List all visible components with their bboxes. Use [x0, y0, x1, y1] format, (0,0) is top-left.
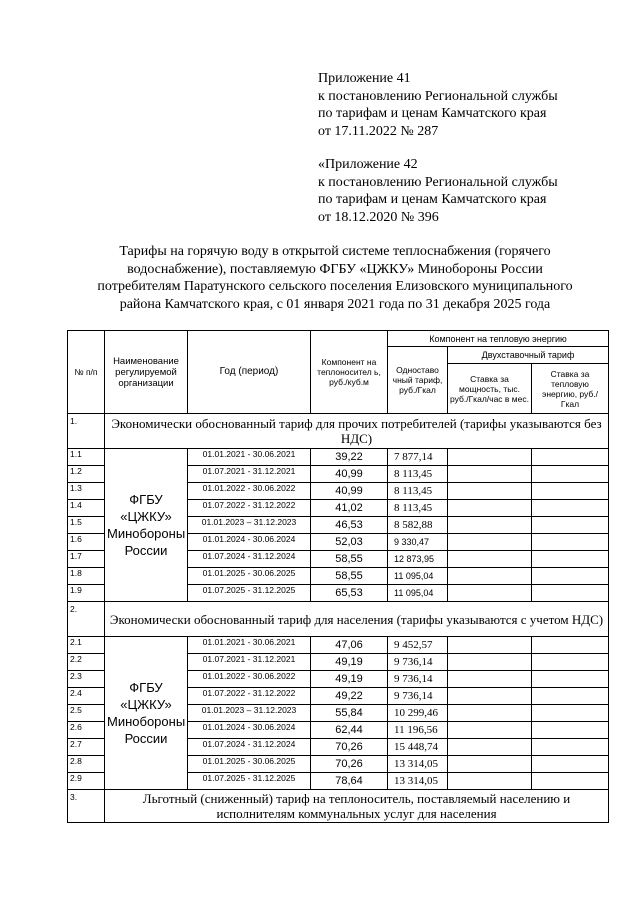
capacity-rate-value — [448, 671, 532, 688]
carrier-value: 47,06 — [311, 637, 388, 654]
energy-rate-value — [532, 500, 609, 517]
energy-rate-value — [532, 517, 609, 534]
period-cell: 01.01.2022 - 30.06.2022 — [188, 671, 311, 688]
single-rate-value: 9 330,47 — [388, 534, 448, 551]
capacity-rate-value — [448, 500, 532, 517]
carrier-value: 52,03 — [311, 534, 388, 551]
period-cell: 01.07.2024 - 31.12.2024 — [188, 551, 311, 568]
section-title-row — [68, 602, 609, 637]
single-rate-value: 11 095,04 — [388, 585, 448, 602]
capacity-rate-value — [448, 773, 532, 790]
period-cell: 01.01.2025 - 30.06.2025 — [188, 756, 311, 773]
title-line: водоснабжение), поставляемую ФГБУ «ЦЖКУ» Минобороны России — [127, 261, 543, 277]
row-number: 1.4 — [68, 500, 105, 517]
single-rate-value: 9 736,14 — [388, 688, 448, 705]
period-cell: 01.07.2022 - 31.12.2022 — [188, 500, 311, 517]
single-rate-value: 8 113,45 — [388, 466, 448, 483]
carrier-value: 49,22 — [311, 688, 388, 705]
carrier-value: 70,26 — [311, 756, 388, 773]
carrier-value: 62,44 — [311, 722, 388, 739]
energy-rate-value — [532, 534, 609, 551]
period-cell: 01.01.2022 - 30.06.2022 — [188, 483, 311, 500]
appendix-current — [318, 70, 558, 140]
period-cell: 01.01.2025 - 30.06.2025 — [188, 568, 311, 585]
section-number: 3. — [68, 790, 105, 823]
period-cell: 01.01.2023 – 31.12.2023 — [188, 705, 311, 722]
row-number: 2.8 — [68, 756, 105, 773]
table-row — [68, 449, 609, 466]
row-number: 1.7 — [68, 551, 105, 568]
capacity-rate-value — [448, 483, 532, 500]
carrier-value: 46,53 — [311, 517, 388, 534]
energy-rate-value — [532, 466, 609, 483]
capacity-rate-value — [448, 534, 532, 551]
row-number: 1.5 — [68, 517, 105, 534]
single-rate-value: 9 736,14 — [388, 654, 448, 671]
section-number: 1. — [68, 414, 105, 449]
organization-name: ФГБУ «ЦЖКУ» Минобороны России — [105, 449, 188, 602]
capacity-rate-value — [448, 568, 532, 585]
header-two-rate: Двухставочный тариф — [448, 347, 609, 364]
header-single-rate: Одноставо чный тариф, руб./Гкал — [388, 347, 448, 414]
carrier-value: 40,99 — [311, 466, 388, 483]
document-title — [60, 243, 610, 313]
period-cell: 01.01.2021 - 30.06.2021 — [188, 637, 311, 654]
period-cell: 01.01.2024 - 30.06.2024 — [188, 534, 311, 551]
carrier-value: 49,19 — [311, 654, 388, 671]
capacity-rate-value — [448, 756, 532, 773]
energy-rate-value — [532, 739, 609, 756]
energy-rate-value — [532, 705, 609, 722]
header-row — [68, 331, 609, 347]
energy-rate-value — [532, 585, 609, 602]
appendix-previous — [318, 156, 558, 226]
energy-rate-value — [532, 722, 609, 739]
capacity-rate-value — [448, 722, 532, 739]
period-cell: 01.01.2021 - 30.06.2021 — [188, 449, 311, 466]
period-cell: 01.07.2024 - 31.12.2024 — [188, 739, 311, 756]
capacity-rate-value — [448, 705, 532, 722]
row-number: 1.9 — [68, 585, 105, 602]
row-number: 2.5 — [68, 705, 105, 722]
single-rate-value: 11 095,04 — [388, 568, 448, 585]
row-number: 1.2 — [68, 466, 105, 483]
carrier-value: 58,55 — [311, 551, 388, 568]
table-row — [68, 637, 609, 654]
single-rate-value: 10 299,46 — [388, 705, 448, 722]
energy-rate-value — [532, 654, 609, 671]
single-rate-value: 11 196,56 — [388, 722, 448, 739]
carrier-value: 41,02 — [311, 500, 388, 517]
organization-name: ФГБУ «ЦЖКУ» Минобороны России — [105, 637, 188, 790]
energy-rate-value — [532, 551, 609, 568]
capacity-rate-value — [448, 585, 532, 602]
appendix-line: к постановлению Региональной службы — [318, 174, 558, 190]
row-number: 2.3 — [68, 671, 105, 688]
carrier-value: 39,22 — [311, 449, 388, 466]
capacity-rate-value — [448, 637, 532, 654]
capacity-rate-value — [448, 517, 532, 534]
single-rate-value: 15 448,74 — [388, 739, 448, 756]
capacity-rate-value — [448, 688, 532, 705]
energy-rate-value — [532, 568, 609, 585]
title-line: Тарифы на горячую воду в открытой системе теплоснабжения (горячего — [119, 244, 551, 259]
period-cell: 01.07.2025 - 31.12.2025 — [188, 585, 311, 602]
carrier-value: 40,99 — [311, 483, 388, 500]
header-year: Год (период) — [188, 331, 311, 414]
appendix-line: «Приложение 42 — [318, 157, 418, 172]
row-number: 1.3 — [68, 483, 105, 500]
carrier-value: 70,26 — [311, 739, 388, 756]
header-carrier: Компонент на теплоносител ь, руб./куб.м — [311, 331, 388, 414]
capacity-rate-value — [448, 449, 532, 466]
single-rate-value: 9 736,14 — [388, 671, 448, 688]
single-rate-value: 13 314,05 — [388, 756, 448, 773]
energy-rate-value — [532, 688, 609, 705]
energy-rate-value — [532, 449, 609, 466]
appendix-line: от 18.12.2020 № 396 — [318, 209, 439, 225]
single-rate-value: 8 582,88 — [388, 517, 448, 534]
appendix-line: от 17.11.2022 № 287 — [318, 123, 439, 139]
carrier-value: 78,64 — [311, 773, 388, 790]
single-rate-value: 9 452,57 — [388, 637, 448, 654]
header-capacity-rate: Ставка за мощность, тыс. руб./Гкал/час в мес. — [448, 364, 532, 414]
single-rate-value: 7 877,14 — [388, 449, 448, 466]
single-rate-value: 13 314,05 — [388, 773, 448, 790]
carrier-value: 65,53 — [311, 585, 388, 602]
period-cell: 01.07.2025 - 31.12.2025 — [188, 773, 311, 790]
energy-rate-value — [532, 773, 609, 790]
row-number: 1.8 — [68, 568, 105, 585]
title-line: потребителям Паратунского сельского поселения Елизовского муниципального — [97, 279, 573, 295]
row-number: 2.9 — [68, 773, 105, 790]
title-line: района Камчатского края, с 01 января 2021 года по 31 декабря 2025 года — [119, 296, 551, 312]
capacity-rate-value — [448, 739, 532, 756]
appendix-line: Приложение 41 — [318, 71, 411, 86]
energy-rate-value — [532, 671, 609, 688]
section-title-row — [68, 790, 609, 823]
tariff-table — [67, 330, 609, 823]
section-title: Экономически обоснованный тариф для прочих потребителей (тарифы указываются без НДС) — [105, 414, 609, 449]
appendix-line: к постановлению Региональной службы — [318, 88, 558, 104]
header-num: № п/п — [68, 331, 105, 414]
header-org: Наименование регулируемой организации — [105, 331, 188, 414]
capacity-rate-value — [448, 466, 532, 483]
carrier-value: 55,84 — [311, 705, 388, 722]
carrier-value: 58,55 — [311, 568, 388, 585]
carrier-value: 49,19 — [311, 671, 388, 688]
period-cell: 01.01.2024 - 30.06.2024 — [188, 722, 311, 739]
section-title: Льготный (сниженный) тариф на теплоноситель, поставляемый населению и исполнителям коммунальных услуг для населения — [105, 790, 609, 823]
header-thermal-group: Компонент на тепловую энергию — [388, 331, 609, 347]
period-cell: 01.07.2021 - 31.12.2021 — [188, 654, 311, 671]
energy-rate-value — [532, 756, 609, 773]
row-number: 2.4 — [68, 688, 105, 705]
section-number: 2. — [68, 602, 105, 637]
row-number: 1.1 — [68, 449, 105, 466]
row-number: 2.7 — [68, 739, 105, 756]
energy-rate-value — [532, 637, 609, 654]
section-title: Экономически обоснованный тариф для населения (тарифы указываются с учетом НДС) — [105, 602, 609, 637]
period-cell: 01.01.2023 – 31.12.2023 — [188, 517, 311, 534]
period-cell: 01.07.2021 - 31.12.2021 — [188, 466, 311, 483]
single-rate-value: 12 873,95 — [388, 551, 448, 568]
section-title-row — [68, 414, 609, 449]
header-energy-rate: Ставка за тепловую энергию, руб./Гкал — [532, 364, 609, 414]
row-number: 2.1 — [68, 637, 105, 654]
capacity-rate-value — [448, 654, 532, 671]
single-rate-value: 8 113,45 — [388, 500, 448, 517]
appendix-line: по тарифам и ценам Камчатского края — [318, 106, 547, 121]
row-number: 2.6 — [68, 722, 105, 739]
row-number: 1.6 — [68, 534, 105, 551]
period-cell: 01.07.2022 - 31.12.2022 — [188, 688, 311, 705]
energy-rate-value — [532, 483, 609, 500]
capacity-rate-value — [448, 551, 532, 568]
appendix-line: по тарифам и ценам Камчатского края — [318, 192, 547, 207]
row-number: 2.2 — [68, 654, 105, 671]
single-rate-value: 8 113,45 — [388, 483, 448, 500]
